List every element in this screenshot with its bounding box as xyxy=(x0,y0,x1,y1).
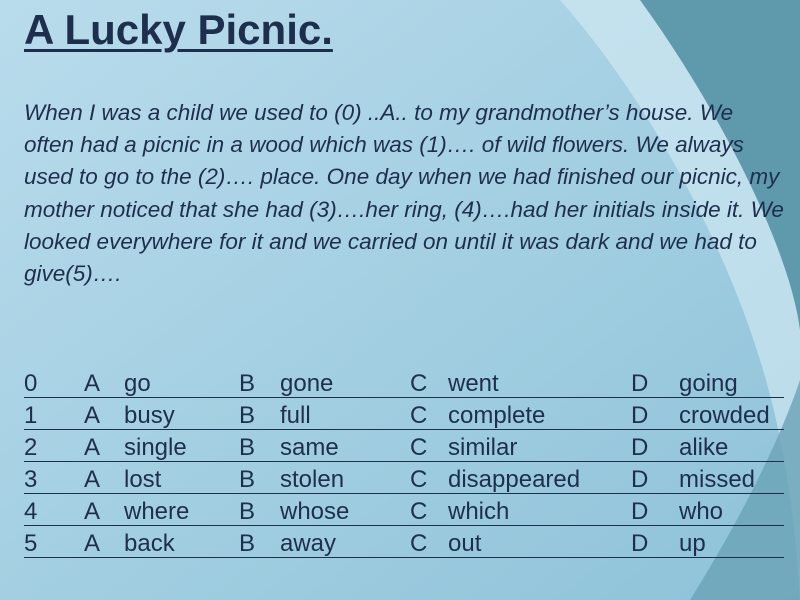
option-number: 3 xyxy=(24,466,38,493)
option-c-word: out xyxy=(448,530,482,557)
option-a-letter: A xyxy=(84,434,101,461)
option-c-letter: C xyxy=(410,466,428,493)
option-b-letter: B xyxy=(239,434,256,461)
option-a-letter: A xyxy=(84,402,101,429)
option-b-word: whose xyxy=(280,498,350,525)
option-d-letter: D xyxy=(631,530,649,557)
option-row xyxy=(24,369,800,401)
option-d-letter: D xyxy=(631,370,649,397)
option-d-word: alike xyxy=(679,434,729,461)
row-underline xyxy=(24,461,784,462)
option-d-word: going xyxy=(679,370,738,397)
option-c-word: disappeared xyxy=(448,466,581,493)
option-b-letter: B xyxy=(239,498,256,525)
option-row xyxy=(24,401,800,433)
option-c-letter: C xyxy=(410,370,428,397)
option-d-word: missed xyxy=(679,466,756,493)
option-a-letter: A xyxy=(84,530,101,557)
options-table xyxy=(24,369,800,561)
option-row xyxy=(24,497,800,529)
option-number: 2 xyxy=(24,434,38,461)
option-c-word: went xyxy=(448,370,499,397)
option-row xyxy=(24,529,800,561)
option-a-letter: A xyxy=(84,498,101,525)
option-number: 0 xyxy=(24,370,38,397)
row-underline xyxy=(24,493,784,494)
row-underline xyxy=(24,397,784,398)
option-row xyxy=(24,433,800,465)
option-b-word: away xyxy=(280,530,337,557)
option-d-letter: D xyxy=(631,466,649,493)
row-underline xyxy=(24,525,784,526)
option-b-word: stolen xyxy=(280,466,345,493)
option-a-word: single xyxy=(124,434,187,461)
option-c-word: which xyxy=(448,498,510,525)
option-a-letter: A xyxy=(84,466,101,493)
option-c-letter: C xyxy=(410,498,428,525)
row-underline xyxy=(24,557,784,558)
option-b-word: full xyxy=(280,402,311,429)
option-b-word: gone xyxy=(280,370,334,397)
option-d-letter: D xyxy=(631,498,649,525)
option-c-letter: C xyxy=(410,434,428,461)
option-b-letter: B xyxy=(239,402,256,429)
option-b-letter: B xyxy=(239,530,256,557)
option-c-word: complete xyxy=(448,402,546,429)
option-d-word: who xyxy=(679,498,724,525)
option-d-word: up xyxy=(679,530,706,557)
option-b-word: same xyxy=(280,434,339,461)
option-a-word: lost xyxy=(124,466,162,493)
option-b-letter: B xyxy=(239,466,256,493)
option-a-word: where xyxy=(124,498,190,525)
passage-text: When I was a child we used to (0) ..A.. to my grandmother’s house. We often had a picnic in a wood which was (1)…. of wild flowers. We always used to go to the (2)…. place. One day when we had finished our picnic, my mother noticed that she had (3)….her ring, (4)….had her initials inside it. We looked everywhere for it and we carried on until it was dark and we had to give(5)…. xyxy=(24,100,784,287)
option-d-letter: D xyxy=(631,434,649,461)
option-b-letter: B xyxy=(239,370,256,397)
option-d-word: crowded xyxy=(679,402,770,429)
page-title: A Lucky Picnic. xyxy=(24,6,333,53)
option-number: 5 xyxy=(24,530,38,557)
option-c-word: similar xyxy=(448,434,518,461)
option-c-letter: C xyxy=(410,530,428,557)
option-a-word: go xyxy=(124,370,151,397)
option-c-letter: C xyxy=(410,402,428,429)
option-number: 1 xyxy=(24,402,38,429)
row-underline xyxy=(24,429,784,430)
option-row xyxy=(24,465,800,497)
option-a-letter: A xyxy=(84,370,101,397)
option-number: 4 xyxy=(24,498,38,525)
option-a-word: busy xyxy=(124,402,175,429)
option-d-letter: D xyxy=(631,402,649,429)
option-a-word: back xyxy=(124,530,175,557)
